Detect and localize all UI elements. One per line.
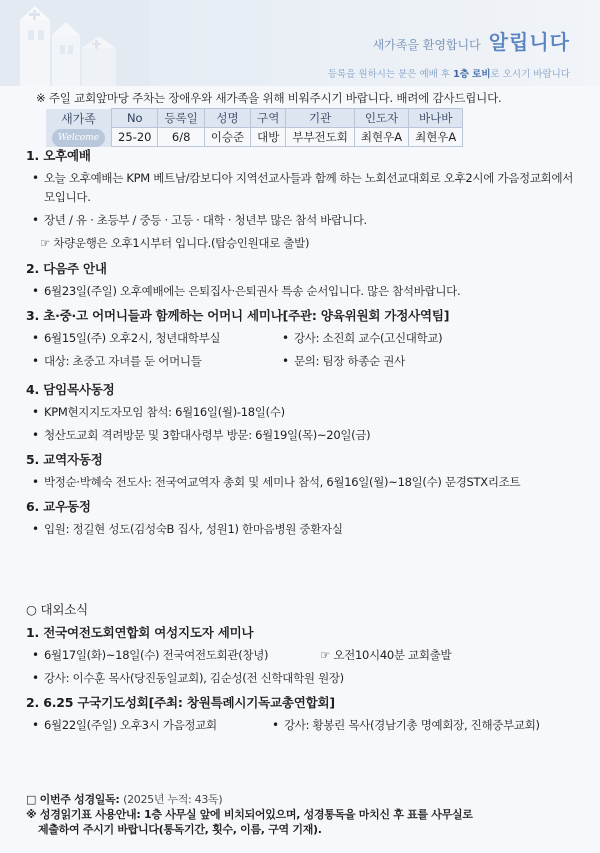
- section-title: 6. 교우동정: [26, 499, 91, 514]
- section-member-news: [26, 497, 586, 539]
- list-item: • 강사: 소진희 교수(고신대학교): [276, 329, 442, 348]
- list-item: • 입원: 정길현 성도(김성숙B 집사, 성원1) 한마음병원 중환자실: [26, 520, 586, 539]
- list-item: • 문의: 팀장 하종순 권사: [276, 352, 405, 371]
- list-item: • 강사: 이수훈 목사(당진동일교회), 김순성(전 신학대학원 원장): [26, 669, 586, 688]
- list-item: • 장년 / 유 · 초등부 / 중등 · 고등 · 대학 · 청년부 많은 참석 바랍니다.: [26, 211, 586, 230]
- external-news: [26, 600, 586, 744]
- section-next-week: [26, 259, 586, 301]
- welcome-text: 새가족을 환영합니다: [372, 38, 481, 52]
- section-title: 4. 담임목사동정: [26, 382, 115, 397]
- col-barnabas: 바나바: [409, 109, 463, 128]
- list-item: • 6월23일(주일) 오후예배에는 은퇴집사·은퇴권사 특송 순서입니다. 많은 참석바랍니다.: [26, 282, 586, 301]
- col-district: 구역: [251, 109, 286, 128]
- section-title: 1. 전국여전도회연합회 여성지도자 세미나: [26, 625, 254, 640]
- section-mothers-seminar: [26, 306, 586, 375]
- list-note: ☞ 차량운행은 오후1시부터 입니다.(탑승인원대로 출발): [40, 236, 310, 250]
- list-note: ☞ 오전10시40분 교회출발: [320, 648, 452, 662]
- list-item: • 청산도교회 격려방문 및 3함대사령부 방문: 6월19일(목)~20일(금): [26, 426, 586, 445]
- section-title: 1. 오후예배: [26, 148, 91, 163]
- welcome-badge: Welcome: [52, 129, 105, 147]
- col-org: 기관: [286, 109, 355, 128]
- list-item: • 6월22일(주일) 오후3시 가음정교회: [26, 716, 266, 735]
- section-pastor-news: [26, 380, 586, 445]
- section-afternoon-service: [26, 146, 586, 253]
- parking-notice: ※ 주일 교회앞마당 주차는 장애우와 새가족을 위해 비워주시기 바랍니다. 배려에 감사드립니다.: [36, 91, 502, 105]
- col-name: 성명: [204, 109, 250, 128]
- list-item: • 대상: 초중고 자녀를 둔 어머니들: [26, 352, 276, 371]
- list-item: • 6월17일(화)~18일(수) 전국여전도회관(창녕): [26, 646, 316, 665]
- list-item: • KPM현지지도자모임 참석: 6월16일(월)-18일(수): [26, 403, 586, 422]
- table-row: 25-20 6/8 이승준 대방 부부전도회 최현우A 최현우A: [46, 128, 463, 147]
- list-item: • 6월15일(주) 오후2시, 청년대학부실: [26, 329, 276, 348]
- bible-reading-footer: [26, 792, 586, 837]
- reading-chart-guide-cont: 제출하여 주시기 바랍니다(통독기간, 횟수, 이름, 구역 기재).: [38, 823, 322, 836]
- external-news-heading: ○ 대외소식: [26, 602, 88, 617]
- section-title: 5. 교역자동정: [26, 452, 103, 467]
- col-reg-date: 등록일: [158, 109, 204, 128]
- section-title: 2. 6.25 구국기도성회[주최: 창원특례시기독교총연합회]: [26, 695, 335, 710]
- section-women-leaders-seminar: [26, 623, 586, 688]
- announcements: [26, 146, 586, 544]
- section-title: 2. 다음주 안내: [26, 261, 107, 276]
- section-prayer-rally: [26, 693, 586, 739]
- reading-chart-guide: ※ 성경읽기표 사용안내: 1층 사무실 앞에 비치되어있으며, 성경통독을 마치신 후 표를 사무실로: [26, 808, 473, 821]
- church-building-illustration: [0, 0, 150, 86]
- bible-reading-line: □ 이번주 성경일독: (2025년 누적: 43독): [26, 793, 223, 806]
- newcomer-label-cell: 새가족 Welcome: [46, 109, 112, 147]
- col-guide: 인도자: [354, 109, 408, 128]
- header-subtitle: 등록을 원하시는 분은 예배 후 1층 로비로 오시기 바랍니다: [327, 69, 570, 80]
- section-title: 3. 초·중·고 어머니들과 함께하는 어머니 세미나[주관: 양육위원회 가정사역팀]: [26, 308, 450, 323]
- list-item: • 박정순·박혜숙 전도사: 전국여교역자 총회 및 세미나 참석, 6월16일(월)~18일(수) 문경STX리조트: [26, 473, 586, 492]
- newcomer-table: [46, 108, 463, 147]
- section-staff-news: [26, 450, 586, 492]
- page-title: 알립니다: [488, 30, 570, 54]
- col-no: No: [112, 109, 158, 128]
- list-item: • 강사: 황봉린 목사(경남기총 명예회장, 진해중부교회): [266, 716, 540, 735]
- header-banner: [0, 0, 600, 86]
- list-item: • 오늘 오후예배는 KPM 베트남/캄보디아 지역선교사들과 함께 하는 노회선교대회로 오후2시에 가음정교회에서 모입니다.: [26, 169, 586, 207]
